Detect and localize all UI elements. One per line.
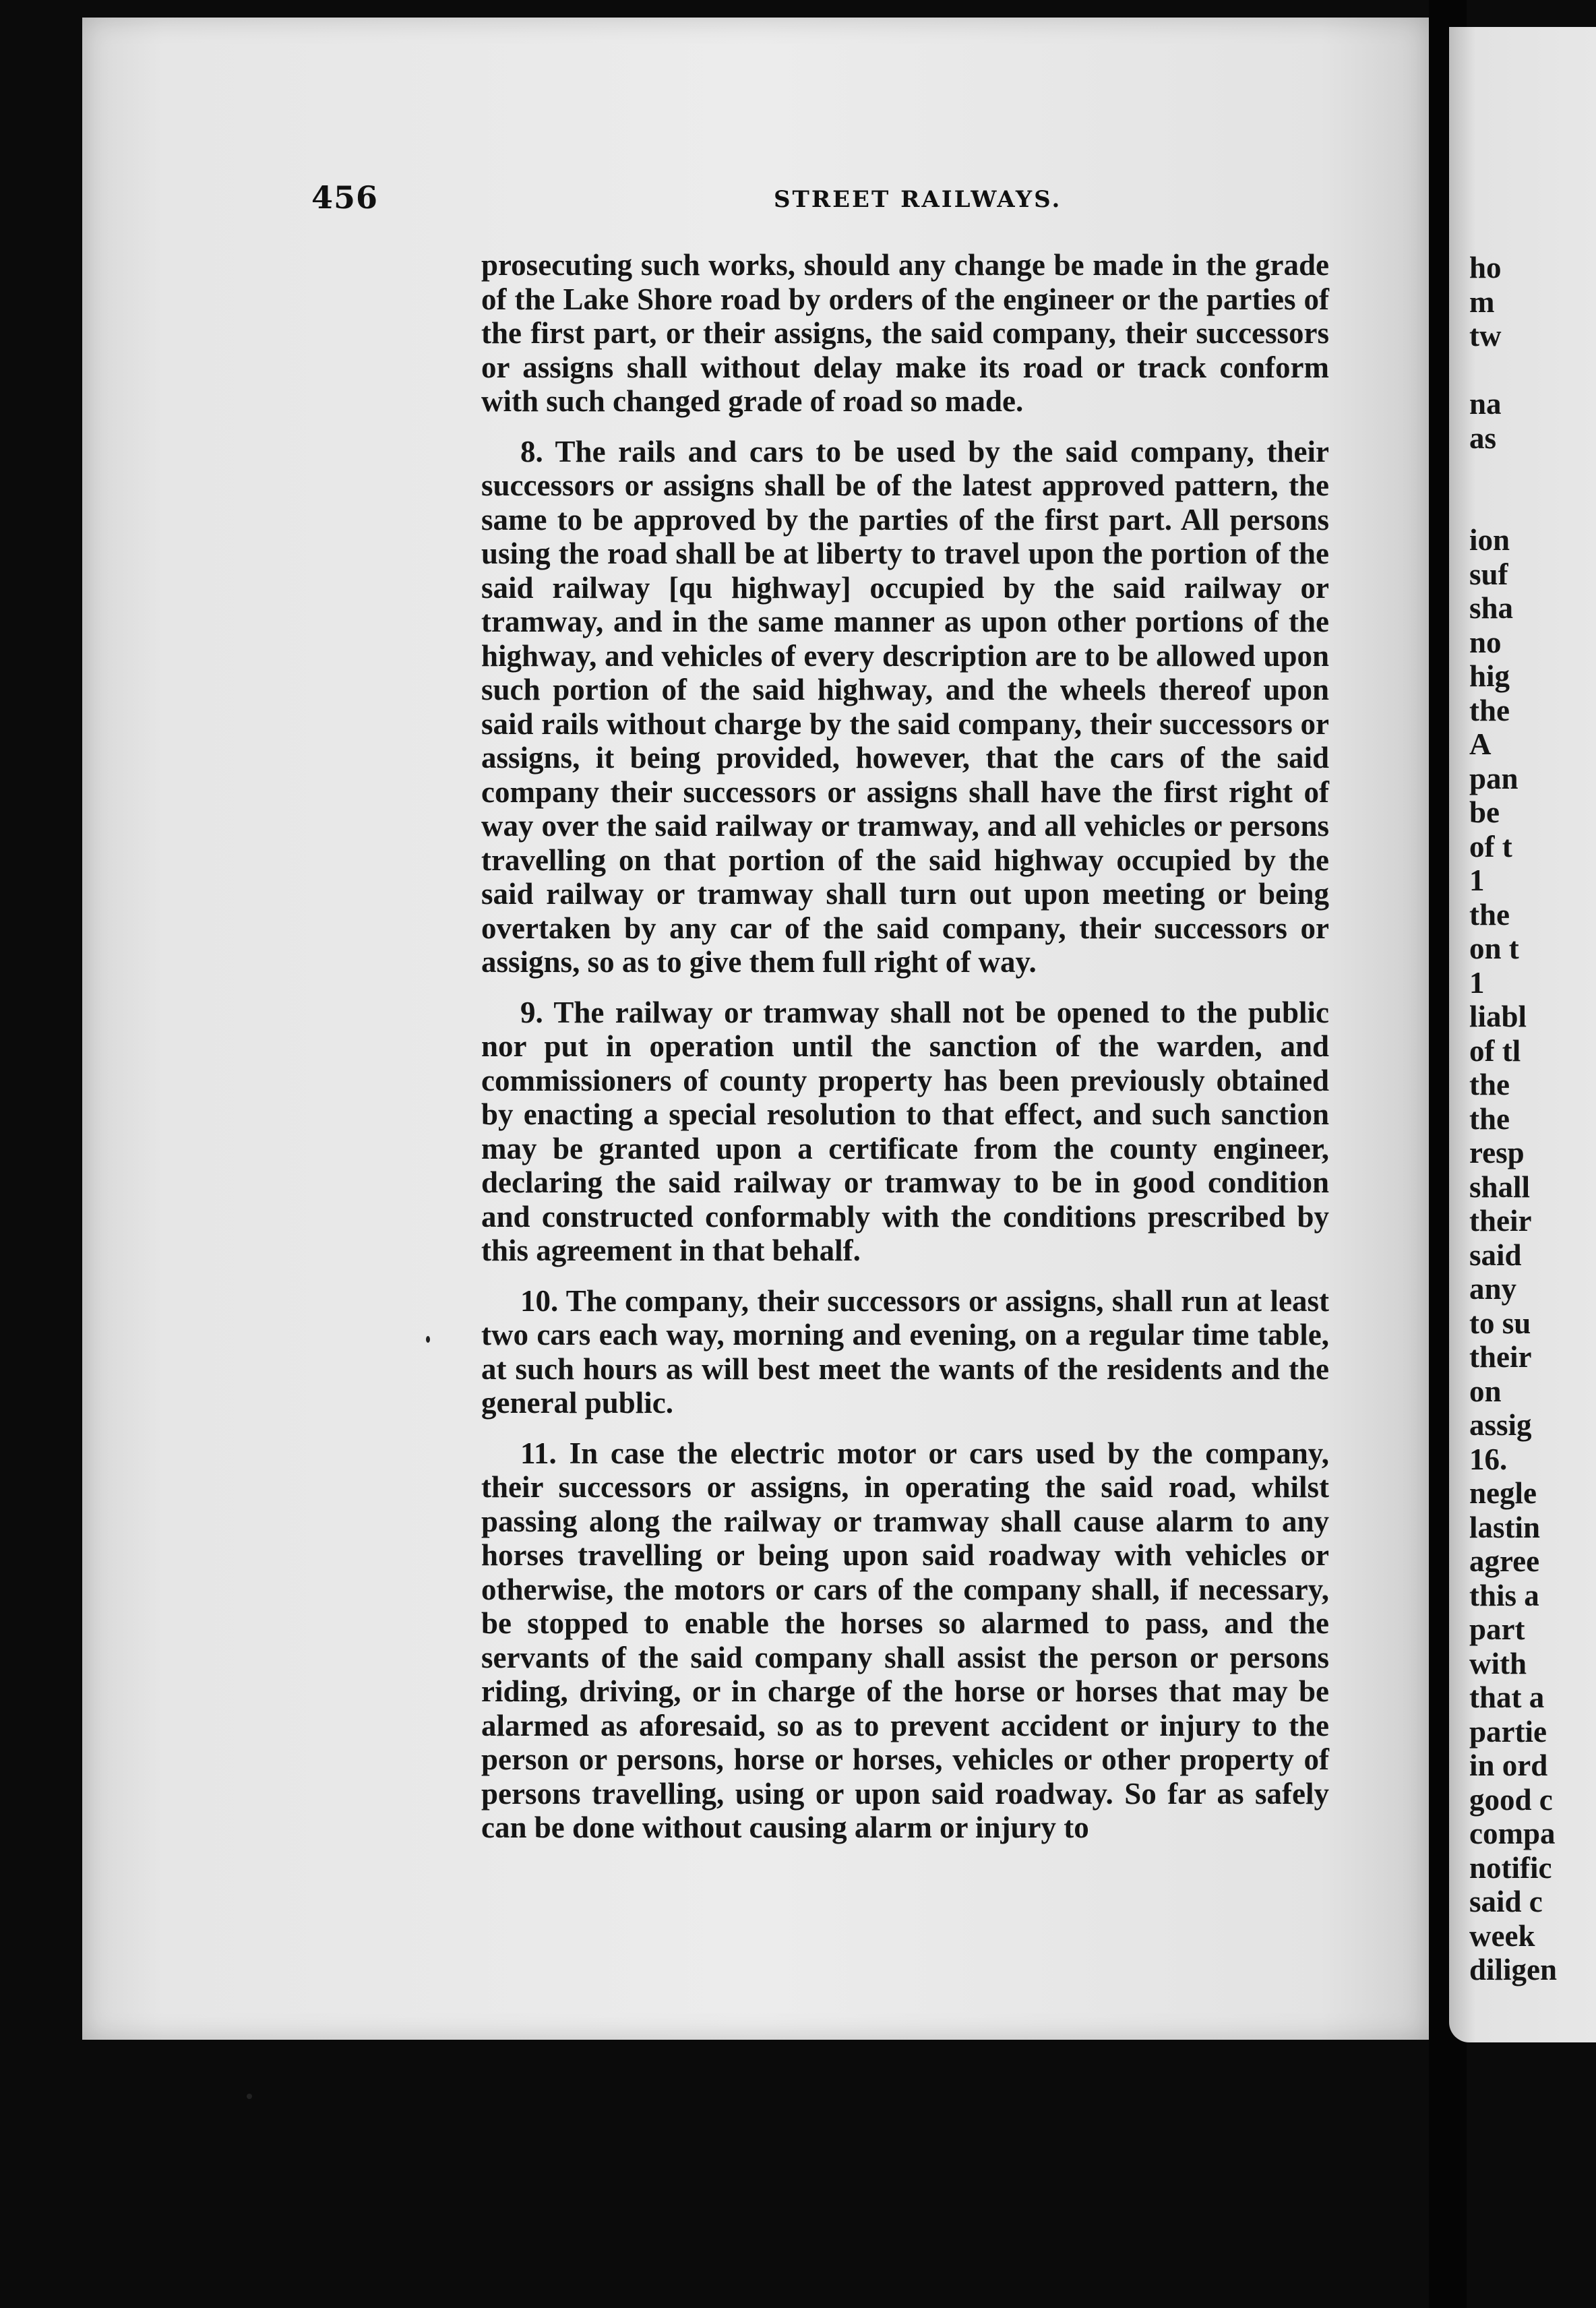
- facing-page-fragment: to su: [1469, 1306, 1531, 1340]
- facing-page-fragment: be: [1469, 795, 1500, 829]
- facing-page-fragment: [1469, 353, 1596, 388]
- facing-page-fragment: hig: [1469, 659, 1510, 693]
- facing-page-fragment: agree: [1469, 1544, 1540, 1578]
- scan-speck: [247, 2094, 252, 2099]
- facing-page-fragment: week: [1469, 1918, 1535, 1953]
- facing-page-fragment: of tl: [1469, 1033, 1521, 1068]
- facing-page-fragment: the: [1469, 693, 1510, 727]
- facing-page-fragment: that a: [1469, 1680, 1545, 1714]
- facing-page-fragment: na: [1469, 387, 1502, 421]
- facing-page-fragment: said: [1469, 1238, 1522, 1272]
- facing-page-fragment: the: [1469, 1101, 1510, 1136]
- facing-page-fragment: this a: [1469, 1578, 1539, 1612]
- facing-page-fragment: [1469, 455, 1596, 489]
- facing-page-fragment: A: [1469, 727, 1492, 761]
- facing-page-fragment: pan: [1469, 761, 1518, 795]
- facing-page-text: [1469, 251, 1596, 1987]
- paragraph-section-8: 8. The rails and cars to be used by the said company, their successors or assigns shall be of the latest approved pattern, the same to be approved by the parties of the first part. All persons using the road shall be at liberty to travel upon the portion of the said railway [qu highway] occupied by the said railway or tramway, and in the same manner as upon other portions of the highway, and vehicles of every description are to be allowed upon such portion of the said highway, and the wheels thereof upon said rails without charge by the said company, their successors or assigns, it being provided, however, that the cars of the said company their successors or assigns shall have the first right of way over the said railway or tramway, and all vehicles or persons travelling on that portion of the said highway occupied by the said railway or tramway shall turn out upon meeting or being overtaken by any car of the said company, their successors or assigns, so as to give them full right of way.: [481, 434, 1329, 979]
- page-body: [481, 248, 1329, 1861]
- facing-page-fragment: diligen: [1469, 1953, 1558, 1986]
- page-number: 456: [311, 179, 379, 216]
- facing-page-fragment: resp: [1469, 1136, 1525, 1170]
- facing-page-fragment: sha: [1469, 591, 1514, 625]
- facing-page-fragment: with: [1469, 1646, 1527, 1680]
- facing-page-fragment: 1: [1469, 965, 1485, 1000]
- facing-page-fragment: shall: [1469, 1170, 1531, 1204]
- facing-page-fragment: the: [1469, 897, 1510, 932]
- facing-page-fragment: as: [1469, 421, 1497, 455]
- facing-page-fragment: good c: [1469, 1782, 1553, 1817]
- facing-page-fragment: assig: [1469, 1408, 1532, 1442]
- facing-page-fragment: [1469, 489, 1596, 524]
- paragraph-section-10: 10. The company, their successors or assigns, shall run at least two cars each way, morning and evening, on a regular time table, at such hours as will best meet the wants of the residents and the general public.: [481, 1283, 1329, 1420]
- facing-page-fragment: of t: [1469, 829, 1512, 863]
- facing-page-fragment: ion: [1469, 523, 1510, 557]
- facing-page-fragment: in ord: [1469, 1749, 1548, 1782]
- facing-page-fragment: compa: [1469, 1817, 1556, 1850]
- paragraph-section-9: 9. The railway or tramway shall not be opened to the public nor put in operation until the sanction of the warden, and commissioners of county property has been previously obtained by enacting a special resolution to that effect, and such sanction may be granted upon a certificate from the county engineer, declaring the said railway or tramway to be in good condition and constructed conformably with the conditions prescribed by this agreement in that behalf.: [481, 995, 1329, 1267]
- facing-page-fragment: liabl: [1469, 1000, 1527, 1033]
- facing-page-fragment: m: [1469, 284, 1495, 319]
- facing-page-fragment: suf: [1469, 557, 1508, 591]
- facing-page-fragment: 16.: [1469, 1442, 1508, 1476]
- facing-page-fragment: no: [1469, 625, 1502, 659]
- page-header: [311, 179, 1329, 220]
- facing-page-fragment: partie: [1469, 1714, 1547, 1749]
- paragraph-continued: prosecuting such works, should any change be made in the grade of the Lake Shore road by orders of the engineer or the parties of the first part, or their assigns, the said company, their successors or assigns shall without delay make its road or track conform with such changed grade of road so made.: [481, 248, 1329, 418]
- running-title: STREET RAILWAYS.: [774, 186, 1062, 213]
- facing-page-fragment: any: [1469, 1272, 1517, 1306]
- facing-page-fragment: lastin: [1469, 1510, 1541, 1544]
- facing-page-fragment: on t: [1469, 932, 1519, 965]
- facing-page-fragment: tw: [1469, 319, 1502, 353]
- facing-page-fragment: negle: [1469, 1476, 1537, 1510]
- scan-speck: [426, 1336, 430, 1343]
- facing-page-fragment: on: [1469, 1374, 1502, 1408]
- facing-page-fragment: notific: [1469, 1850, 1552, 1885]
- facing-page-fragment: 1: [1469, 863, 1485, 897]
- facing-page-fragment: the: [1469, 1068, 1510, 1101]
- facing-page-fragment: their: [1469, 1204, 1532, 1238]
- facing-page-fragment: said c: [1469, 1885, 1543, 1918]
- facing-page-fragment: part: [1469, 1612, 1525, 1646]
- paragraph-section-11: 11. In case the electric motor or cars used by the company, their successors or assigns, in operating the said road, whilst passing along the railway or tramway shall cause alarm to any horses travelling or being upon said roadway with vehicles or otherwise, the motors or cars of the company shall, if necessary, be stopped to enable the horses so alarmed to pass, and the servants of the said company shall assist the person or persons riding, driving, or in charge of the horse or horses that may be alarmed as aforesaid, so as to prevent accident or injury to the person or persons, horse or horses, vehicles or other property of persons travelling, using or upon said roadway. So far as safely can be done without causing alarm or injury to: [481, 1436, 1329, 1844]
- facing-page-fragment: their: [1469, 1340, 1532, 1374]
- facing-page-fragment: ho: [1469, 251, 1502, 284]
